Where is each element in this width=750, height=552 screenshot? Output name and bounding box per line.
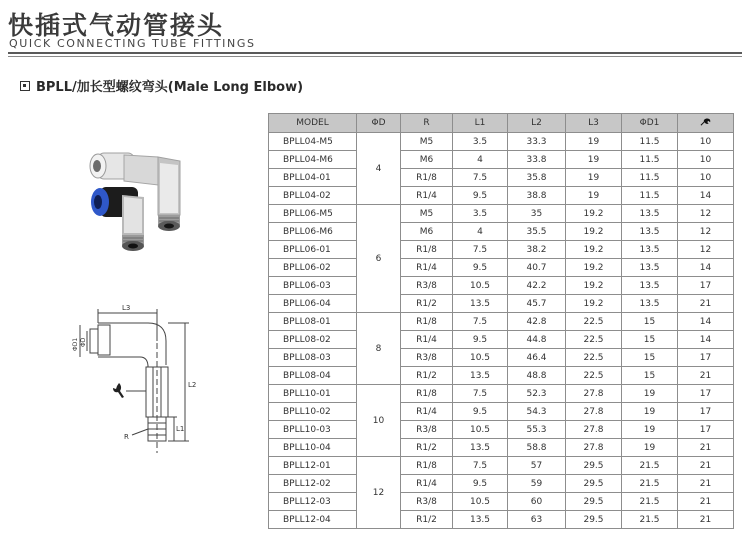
cell-wrench-size: 17	[678, 385, 734, 403]
table-row	[269, 295, 734, 313]
cell-phi-d: 6	[357, 205, 401, 313]
cell-l1: 3.5	[453, 205, 508, 223]
cell-l3: 27.8	[566, 403, 622, 421]
spec-table	[268, 113, 734, 529]
cell-l2: 59	[508, 475, 566, 493]
cell-l2: 40.7	[508, 259, 566, 277]
cell-model: BPLL08-02	[269, 331, 357, 349]
cell-l1: 10.5	[453, 277, 508, 295]
table-row	[269, 421, 734, 439]
cell-model: BPLL08-04	[269, 367, 357, 385]
cell-l3: 19.2	[566, 241, 622, 259]
title-rule-thick	[8, 52, 742, 54]
cell-wrench-size: 17	[678, 277, 734, 295]
cell-phi-d1: 19	[622, 385, 678, 403]
cell-r: M6	[401, 151, 453, 169]
cell-wrench-size: 17	[678, 421, 734, 439]
cell-wrench-size: 14	[678, 187, 734, 205]
cell-model: BPLL12-04	[269, 511, 357, 529]
cell-wrench-size: 17	[678, 403, 734, 421]
cell-wrench-size: 14	[678, 331, 734, 349]
cell-l3: 27.8	[566, 439, 622, 457]
cell-l3: 29.5	[566, 493, 622, 511]
cell-l2: 35	[508, 205, 566, 223]
cell-l1: 10.5	[453, 349, 508, 367]
section-title: BPLL/加长型螺纹弯头(Male Long Elbow)	[36, 80, 304, 95]
cell-model: BPLL10-02	[269, 403, 357, 421]
cell-phi-d1: 15	[622, 367, 678, 385]
table-row	[269, 475, 734, 493]
table-row	[269, 367, 734, 385]
cell-l3: 19.2	[566, 205, 622, 223]
cell-l2: 38.8	[508, 187, 566, 205]
cell-r: R1/8	[401, 313, 453, 331]
cell-wrench-size: 21	[678, 511, 734, 529]
table-row	[269, 349, 734, 367]
cell-l2: 42.8	[508, 313, 566, 331]
cell-wrench-size: 21	[678, 493, 734, 511]
cell-r: R1/2	[401, 439, 453, 457]
cell-l1: 13.5	[453, 367, 508, 385]
cell-l1: 7.5	[453, 385, 508, 403]
cell-l3: 22.5	[566, 331, 622, 349]
cell-l3: 19	[566, 187, 622, 205]
cell-phi-d1: 11.5	[622, 169, 678, 187]
col-header-l1: L1	[453, 114, 508, 133]
cell-model: BPLL10-03	[269, 421, 357, 439]
cell-r: R1/4	[401, 403, 453, 421]
cell-model: BPLL06-04	[269, 295, 357, 313]
cell-phi-d1: 21.5	[622, 475, 678, 493]
product-photo	[60, 135, 250, 265]
cell-model: BPLL04-M5	[269, 133, 357, 151]
cell-phi-d1: 13.5	[622, 205, 678, 223]
cell-l1: 7.5	[453, 313, 508, 331]
cell-l1: 13.5	[453, 295, 508, 313]
cell-r: R1/2	[401, 295, 453, 313]
cell-l1: 4	[453, 151, 508, 169]
cell-l3: 29.5	[566, 457, 622, 475]
cell-wrench-size: 17	[678, 349, 734, 367]
section-heading	[20, 76, 303, 95]
cell-l1: 9.5	[453, 403, 508, 421]
cell-l3: 27.8	[566, 421, 622, 439]
cell-l3: 19	[566, 169, 622, 187]
table-row	[269, 259, 734, 277]
cell-l1: 10.5	[453, 421, 508, 439]
cell-wrench-size: 21	[678, 457, 734, 475]
cell-r: R1/4	[401, 331, 453, 349]
cell-l2: 57	[508, 457, 566, 475]
cell-l2: 54.3	[508, 403, 566, 421]
cell-l2: 44.8	[508, 331, 566, 349]
table-row	[269, 133, 734, 151]
cell-wrench-size: 10	[678, 169, 734, 187]
table-row	[269, 457, 734, 475]
cell-l2: 48.8	[508, 367, 566, 385]
cell-phi-d1: 13.5	[622, 295, 678, 313]
cell-r: M5	[401, 205, 453, 223]
cell-phi-d1: 11.5	[622, 187, 678, 205]
cell-phi-d1: 13.5	[622, 223, 678, 241]
table-row	[269, 439, 734, 457]
table-row	[269, 277, 734, 295]
cell-model: BPLL12-03	[269, 493, 357, 511]
cell-l3: 19.2	[566, 259, 622, 277]
cell-phi-d1: 19	[622, 403, 678, 421]
cell-model: BPLL06-M6	[269, 223, 357, 241]
dim-label-phi-d: ΦD	[80, 337, 87, 347]
cell-model: BPLL06-03	[269, 277, 357, 295]
cell-model: BPLL06-M5	[269, 205, 357, 223]
table-row	[269, 385, 734, 403]
cell-l1: 13.5	[453, 439, 508, 457]
cell-l2: 55.3	[508, 421, 566, 439]
cell-r: R1/2	[401, 367, 453, 385]
cell-r: R3/8	[401, 349, 453, 367]
table-row	[269, 151, 734, 169]
cell-l2: 58.8	[508, 439, 566, 457]
cell-phi-d1: 21.5	[622, 457, 678, 475]
dimension-drawing	[60, 295, 230, 465]
cell-model: BPLL04-01	[269, 169, 357, 187]
table-row	[269, 331, 734, 349]
cell-phi-d1: 19	[622, 421, 678, 439]
col-header-model: MODEL	[269, 114, 357, 133]
cell-phi-d: 12	[357, 457, 401, 529]
cell-r: R1/8	[401, 385, 453, 403]
wrench-icon	[700, 118, 711, 129]
cell-r: R1/4	[401, 259, 453, 277]
cell-l3: 22.5	[566, 367, 622, 385]
cell-r: R3/8	[401, 421, 453, 439]
cell-l2: 45.7	[508, 295, 566, 313]
cell-r: R1/8	[401, 457, 453, 475]
cell-l3: 19	[566, 151, 622, 169]
cell-phi-d1: 11.5	[622, 133, 678, 151]
cell-phi-d1: 21.5	[622, 493, 678, 511]
cell-phi-d1: 13.5	[622, 259, 678, 277]
cell-l2: 35.5	[508, 223, 566, 241]
cell-l3: 19.2	[566, 277, 622, 295]
cell-wrench-size: 14	[678, 259, 734, 277]
cell-l3: 22.5	[566, 313, 622, 331]
cell-l1: 9.5	[453, 187, 508, 205]
cell-l3: 29.5	[566, 475, 622, 493]
col-header-l2: L2	[508, 114, 566, 133]
cell-r: R3/8	[401, 277, 453, 295]
cell-l1: 7.5	[453, 457, 508, 475]
cell-l3: 27.8	[566, 385, 622, 403]
table-row	[269, 187, 734, 205]
col-header-phi-d1: ΦD1	[622, 114, 678, 133]
cell-phi-d1: 13.5	[622, 277, 678, 295]
col-header-l3: L3	[566, 114, 622, 133]
cell-r: R1/4	[401, 187, 453, 205]
cell-l3: 22.5	[566, 349, 622, 367]
cell-r: M5	[401, 133, 453, 151]
cell-model: BPLL10-01	[269, 385, 357, 403]
table-header-row	[269, 114, 734, 133]
cell-model: BPLL08-03	[269, 349, 357, 367]
cell-model: BPLL04-M6	[269, 151, 357, 169]
cell-wrench-size: 12	[678, 205, 734, 223]
wrench-icon	[113, 383, 124, 398]
cell-wrench-size: 21	[678, 367, 734, 385]
cell-l2: 63	[508, 511, 566, 529]
cell-l1: 9.5	[453, 331, 508, 349]
dim-label-r: R	[124, 433, 129, 441]
cell-l2: 33.3	[508, 133, 566, 151]
cell-model: BPLL12-01	[269, 457, 357, 475]
cell-wrench-size: 10	[678, 151, 734, 169]
cell-model: BPLL06-02	[269, 259, 357, 277]
table-row	[269, 241, 734, 259]
cell-wrench-size: 21	[678, 439, 734, 457]
cell-wrench-size: 10	[678, 133, 734, 151]
square-bullet-icon	[20, 81, 30, 91]
table-row	[269, 313, 734, 331]
cell-phi-d1: 13.5	[622, 241, 678, 259]
cell-l1: 4	[453, 223, 508, 241]
cell-phi-d1: 15	[622, 313, 678, 331]
cell-l1: 7.5	[453, 241, 508, 259]
cell-r: R3/8	[401, 493, 453, 511]
cell-model: BPLL12-02	[269, 475, 357, 493]
table-row	[269, 223, 734, 241]
page-title-zh: 快插式气动管接头	[8, 11, 225, 40]
table-row	[269, 205, 734, 223]
dim-label-l2: L2	[188, 381, 197, 389]
cell-l3: 19.2	[566, 295, 622, 313]
table-row	[269, 493, 734, 511]
cell-l3: 29.5	[566, 511, 622, 529]
cell-l3: 19.2	[566, 223, 622, 241]
cell-phi-d: 10	[357, 385, 401, 457]
col-header-phi-d: ΦD	[357, 114, 401, 133]
cell-phi-d1: 19	[622, 439, 678, 457]
col-header-r: R	[401, 114, 453, 133]
cell-wrench-size: 12	[678, 241, 734, 259]
cell-model: BPLL06-01	[269, 241, 357, 259]
cell-r: R1/4	[401, 475, 453, 493]
table-row	[269, 403, 734, 421]
cell-wrench-size: 21	[678, 475, 734, 493]
cell-phi-d1: 21.5	[622, 511, 678, 529]
cell-model: BPLL04-02	[269, 187, 357, 205]
page-title-en: QUICK CONNECTING TUBE FITTINGS	[9, 37, 256, 50]
cell-l1: 9.5	[453, 475, 508, 493]
cell-l1: 9.5	[453, 259, 508, 277]
cell-l2: 33.8	[508, 151, 566, 169]
dim-label-l1: L1	[176, 425, 185, 433]
cell-l3: 19	[566, 133, 622, 151]
cell-phi-d: 4	[357, 133, 401, 205]
cell-phi-d1: 15	[622, 349, 678, 367]
cell-r: R1/8	[401, 169, 453, 187]
cell-phi-d1: 15	[622, 331, 678, 349]
cell-wrench-size: 14	[678, 313, 734, 331]
cell-r: M6	[401, 223, 453, 241]
cell-phi-d1: 11.5	[622, 151, 678, 169]
cell-model: BPLL10-04	[269, 439, 357, 457]
col-header-wrench	[678, 114, 734, 133]
table-row	[269, 511, 734, 529]
cell-wrench-size: 12	[678, 223, 734, 241]
dim-label-phi-d1: ΦD1	[72, 337, 79, 351]
cell-l1: 3.5	[453, 133, 508, 151]
cell-phi-d: 8	[357, 313, 401, 385]
cell-l2: 60	[508, 493, 566, 511]
dim-label-l3: L3	[122, 304, 131, 312]
cell-l2: 52.3	[508, 385, 566, 403]
cell-r: R1/8	[401, 241, 453, 259]
title-rule-thin	[8, 56, 742, 57]
cell-l1: 7.5	[453, 169, 508, 187]
cell-l1: 10.5	[453, 493, 508, 511]
cell-l1: 13.5	[453, 511, 508, 529]
table-row	[269, 169, 734, 187]
cell-l2: 42.2	[508, 277, 566, 295]
cell-l2: 35.8	[508, 169, 566, 187]
black-fitting	[91, 187, 144, 251]
cell-wrench-size: 21	[678, 295, 734, 313]
cell-r: R1/2	[401, 511, 453, 529]
cell-l2: 38.2	[508, 241, 566, 259]
cell-model: BPLL08-01	[269, 313, 357, 331]
cell-l2: 46.4	[508, 349, 566, 367]
